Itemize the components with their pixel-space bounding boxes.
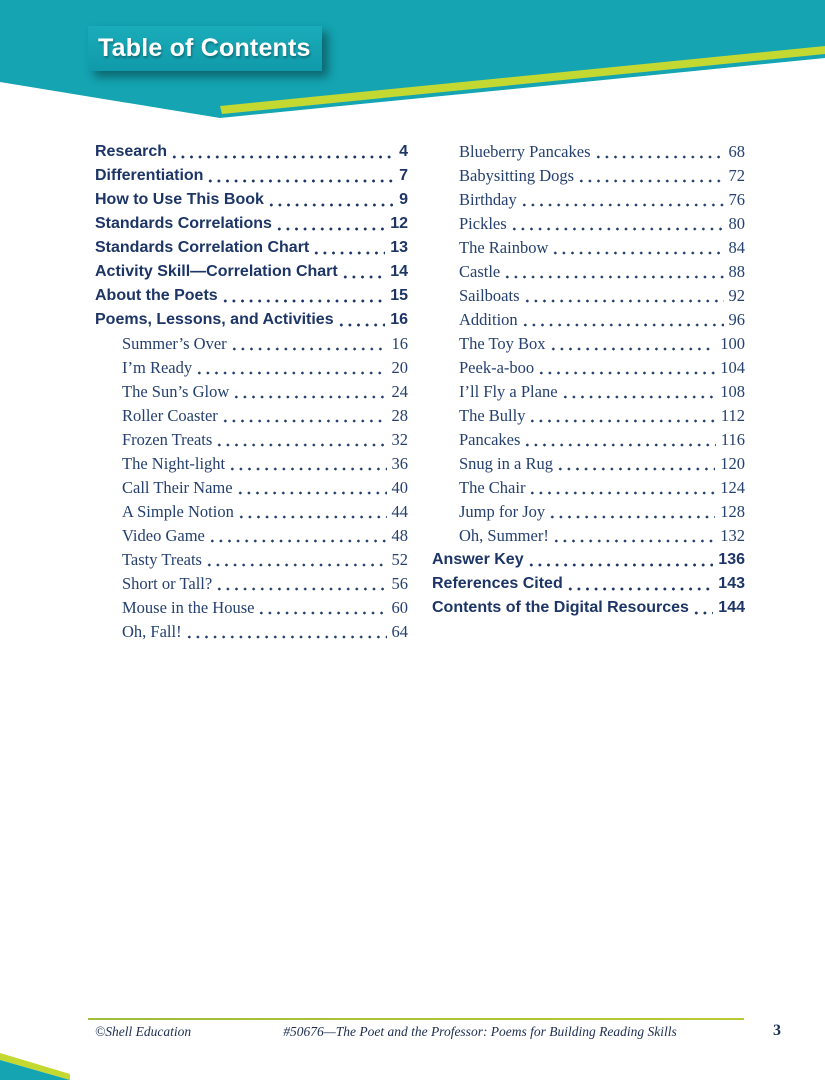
dot-leader: [692, 610, 713, 616]
dot-leader: [548, 514, 715, 520]
toc-entry-label: Addition: [459, 310, 518, 329]
toc-entry-label: About the Poets: [95, 287, 218, 304]
dot-leader: [215, 442, 386, 448]
toc-entry-page: 104: [720, 358, 745, 377]
toc-row: [432, 452, 745, 476]
toc-entry-page: 32: [391, 430, 408, 449]
dot-leader: [337, 322, 386, 328]
dot-leader: [267, 202, 394, 208]
toc-entry-page: 76: [728, 190, 745, 209]
toc-entry-page: 108: [720, 382, 745, 401]
toc-entry-page: 44: [391, 502, 408, 521]
toc-entry-label: The Bully: [459, 406, 526, 425]
toc-entry-label: Tasty Treats: [122, 550, 202, 569]
toc-row: [95, 428, 408, 452]
toc-row: [432, 332, 745, 356]
dot-leader: [257, 610, 386, 616]
toc-right-column: [432, 140, 745, 620]
toc-entry-label: Babysitting Dogs: [459, 166, 575, 185]
toc-entry-label: Summer’s Over: [122, 334, 227, 353]
toc-entry-label: Standards Correlations: [95, 215, 272, 232]
toc-entry-label: Mouse in the House: [122, 598, 255, 617]
toc-entry-label: Oh, Fall!: [122, 622, 182, 641]
toc-entry-label: Castle: [459, 262, 501, 281]
toc-entry-label: Oh, Summer!: [459, 526, 549, 545]
dot-leader: [205, 562, 387, 568]
toc-row: [432, 140, 745, 164]
toc-row: [95, 260, 408, 284]
toc-entry-page: 15: [390, 287, 408, 304]
toc-row: [432, 404, 745, 428]
toc-entry-label: Jump for Joy: [459, 502, 546, 521]
toc-entry-label: References Cited: [432, 575, 563, 592]
toc-entry-page: 52: [391, 550, 408, 569]
toc-entry-page: 48: [391, 526, 408, 545]
toc-entry-label: Short or Tall?: [122, 574, 213, 593]
toc-entry-page: 12: [390, 215, 408, 232]
toc-entry-label: The Night-light: [122, 454, 226, 473]
dot-leader: [236, 490, 387, 496]
toc-entry-label: I’ll Fly a Plane: [459, 382, 558, 401]
toc-entry-label: Activity Skill—Correlation Chart: [95, 263, 338, 280]
dot-leader: [312, 250, 385, 256]
toc-entry-page: 132: [720, 526, 745, 545]
toc-entry-label: Roller Coaster: [122, 406, 218, 425]
dot-leader: [232, 394, 386, 400]
toc-entry-label: Poems, Lessons, and Activities: [95, 311, 334, 328]
toc-row: [432, 476, 745, 500]
dot-leader: [523, 298, 724, 304]
toc-entry-label: The Toy Box: [459, 334, 546, 353]
dot-leader: [556, 466, 715, 472]
dot-leader: [537, 370, 715, 376]
toc-row: [95, 284, 408, 308]
toc-entry-label: Answer Key: [432, 551, 524, 568]
footer-page-number: 3: [773, 1022, 781, 1039]
toc-row: [95, 452, 408, 476]
page-title: Table of Contents: [98, 34, 311, 62]
dot-leader: [561, 394, 716, 400]
toc-entry-page: 72: [728, 166, 745, 185]
footer-publisher: ©Shell Education: [95, 1024, 192, 1039]
toc-entry-label: Snug in a Rug: [459, 454, 553, 473]
toc-entry-page: 16: [390, 311, 408, 328]
dot-leader: [520, 202, 724, 208]
toc-row: [432, 284, 745, 308]
toc-entry-label: Sailboats: [459, 286, 520, 305]
dot-leader: [528, 418, 715, 424]
toc-row: [432, 548, 745, 572]
toc-entry-page: 84: [728, 238, 745, 257]
toc-entry-page: 20: [391, 358, 408, 377]
toc-row: [432, 500, 745, 524]
dot-leader: [206, 178, 394, 184]
toc-row: [95, 140, 408, 164]
page-title-box: [88, 26, 322, 71]
toc-row: [432, 260, 745, 284]
toc-row: [432, 236, 745, 260]
toc-entry-page: 112: [720, 406, 745, 425]
dot-leader: [208, 538, 387, 544]
toc-entry-page: 24: [391, 382, 408, 401]
toc-row: [95, 596, 408, 620]
footer-book-title: #50676—The Poet and the Professor: Poems for Building Reading Skills: [283, 1024, 677, 1039]
toc-entry-page: 14: [390, 263, 408, 280]
toc-row: [95, 332, 408, 356]
dot-leader: [275, 226, 385, 232]
toc-entry-label: Pickles: [459, 214, 507, 233]
toc-entry-page: 64: [391, 622, 408, 641]
toc-row: [95, 188, 408, 212]
toc-entry-label: The Sun’s Glow: [122, 382, 230, 401]
dot-leader: [552, 538, 715, 544]
dot-leader: [549, 346, 716, 352]
dot-leader: [228, 466, 386, 472]
toc-entry-label: The Chair: [459, 478, 526, 497]
dot-leader: [510, 226, 724, 232]
toc-entry-page: 128: [720, 502, 745, 521]
dot-leader: [566, 586, 714, 592]
dot-leader: [215, 586, 386, 592]
dot-leader: [230, 346, 387, 352]
toc-entry-label: Differentiation: [95, 167, 204, 184]
toc-entry-label: Call Their Name: [122, 478, 233, 497]
toc-entry-label: Pancakes: [459, 430, 521, 449]
toc-entry-page: 40: [391, 478, 408, 497]
dot-leader: [521, 322, 724, 328]
footer-rule: [88, 1018, 744, 1020]
toc-entry-page: 16: [391, 334, 408, 353]
toc-entry-label: Contents of the Digital Resources: [432, 599, 689, 616]
toc-entry-label: Research: [95, 143, 168, 160]
dot-leader: [185, 634, 387, 640]
toc-entry-label: How to Use This Book: [95, 191, 264, 208]
toc-row: [95, 476, 408, 500]
toc-row: [432, 596, 745, 620]
toc-entry-page: 28: [391, 406, 408, 425]
toc-entry-label: I’m Ready: [122, 358, 193, 377]
toc-entry-label: The Rainbow: [459, 238, 549, 257]
toc-entry-page: 56: [391, 574, 408, 593]
toc-left-column: [95, 140, 408, 644]
toc-row: [95, 524, 408, 548]
toc-row: [95, 164, 408, 188]
toc-entry-label: Blueberry Pancakes: [459, 142, 591, 161]
toc-row: [95, 572, 408, 596]
toc-row: [432, 188, 745, 212]
toc-entry-page: 96: [728, 310, 745, 329]
toc-entry-label: Birthday: [459, 190, 517, 209]
dot-leader: [237, 514, 387, 520]
dot-leader: [594, 154, 724, 160]
toc-entry-page: 144: [718, 599, 745, 616]
toc-entry-page: 4: [399, 143, 408, 160]
dot-leader: [523, 442, 715, 448]
dot-leader: [577, 178, 723, 184]
toc-entry-page: 116: [720, 430, 745, 449]
toc-entry-page: 136: [718, 551, 745, 568]
dot-leader: [527, 562, 714, 568]
toc-row: [95, 308, 408, 332]
corner-decoration: [0, 1050, 70, 1080]
toc-row: [432, 308, 745, 332]
toc-entry-page: 143: [718, 575, 745, 592]
dot-leader: [221, 298, 386, 304]
toc-row: [95, 620, 408, 644]
dot-leader: [221, 418, 387, 424]
toc-entry-label: A Simple Notion: [122, 502, 234, 521]
dot-leader: [503, 274, 723, 280]
dot-leader: [170, 154, 394, 160]
toc-entry-page: 60: [391, 598, 408, 617]
toc-entry-page: 13: [390, 239, 408, 256]
toc-row: [95, 404, 408, 428]
toc-entry-page: 36: [391, 454, 408, 473]
toc-entry-page: 100: [720, 334, 745, 353]
dot-leader: [341, 274, 385, 280]
toc-row: [432, 356, 745, 380]
toc-entry-label: Video Game: [122, 526, 205, 545]
dot-leader: [528, 490, 715, 496]
toc-row: [95, 212, 408, 236]
toc-row: [432, 164, 745, 188]
toc-row: [95, 380, 408, 404]
toc-entry-label: Peek-a-boo: [459, 358, 535, 377]
toc-entry-page: 7: [399, 167, 408, 184]
toc-row: [95, 548, 408, 572]
dot-leader: [551, 250, 723, 256]
toc-row: [432, 524, 745, 548]
toc-entry-page: 120: [720, 454, 745, 473]
toc-entry-page: 9: [399, 191, 408, 208]
toc-entry-page: 92: [728, 286, 745, 305]
toc-row: [432, 572, 745, 596]
toc-row: [432, 428, 745, 452]
toc-entry-label: Standards Correlation Chart: [95, 239, 310, 256]
toc-row: [95, 236, 408, 260]
toc-row: [95, 500, 408, 524]
toc-row: [95, 356, 408, 380]
toc-row: [432, 212, 745, 236]
toc-entry-page: 88: [728, 262, 745, 281]
dot-leader: [195, 370, 386, 376]
toc-row: [432, 380, 745, 404]
toc-entry-label: Frozen Treats: [122, 430, 213, 449]
toc-entry-page: 80: [728, 214, 745, 233]
toc-entry-page: 68: [728, 142, 745, 161]
toc-entry-page: 124: [720, 478, 745, 497]
corner-teal-wedge: [0, 1060, 70, 1080]
